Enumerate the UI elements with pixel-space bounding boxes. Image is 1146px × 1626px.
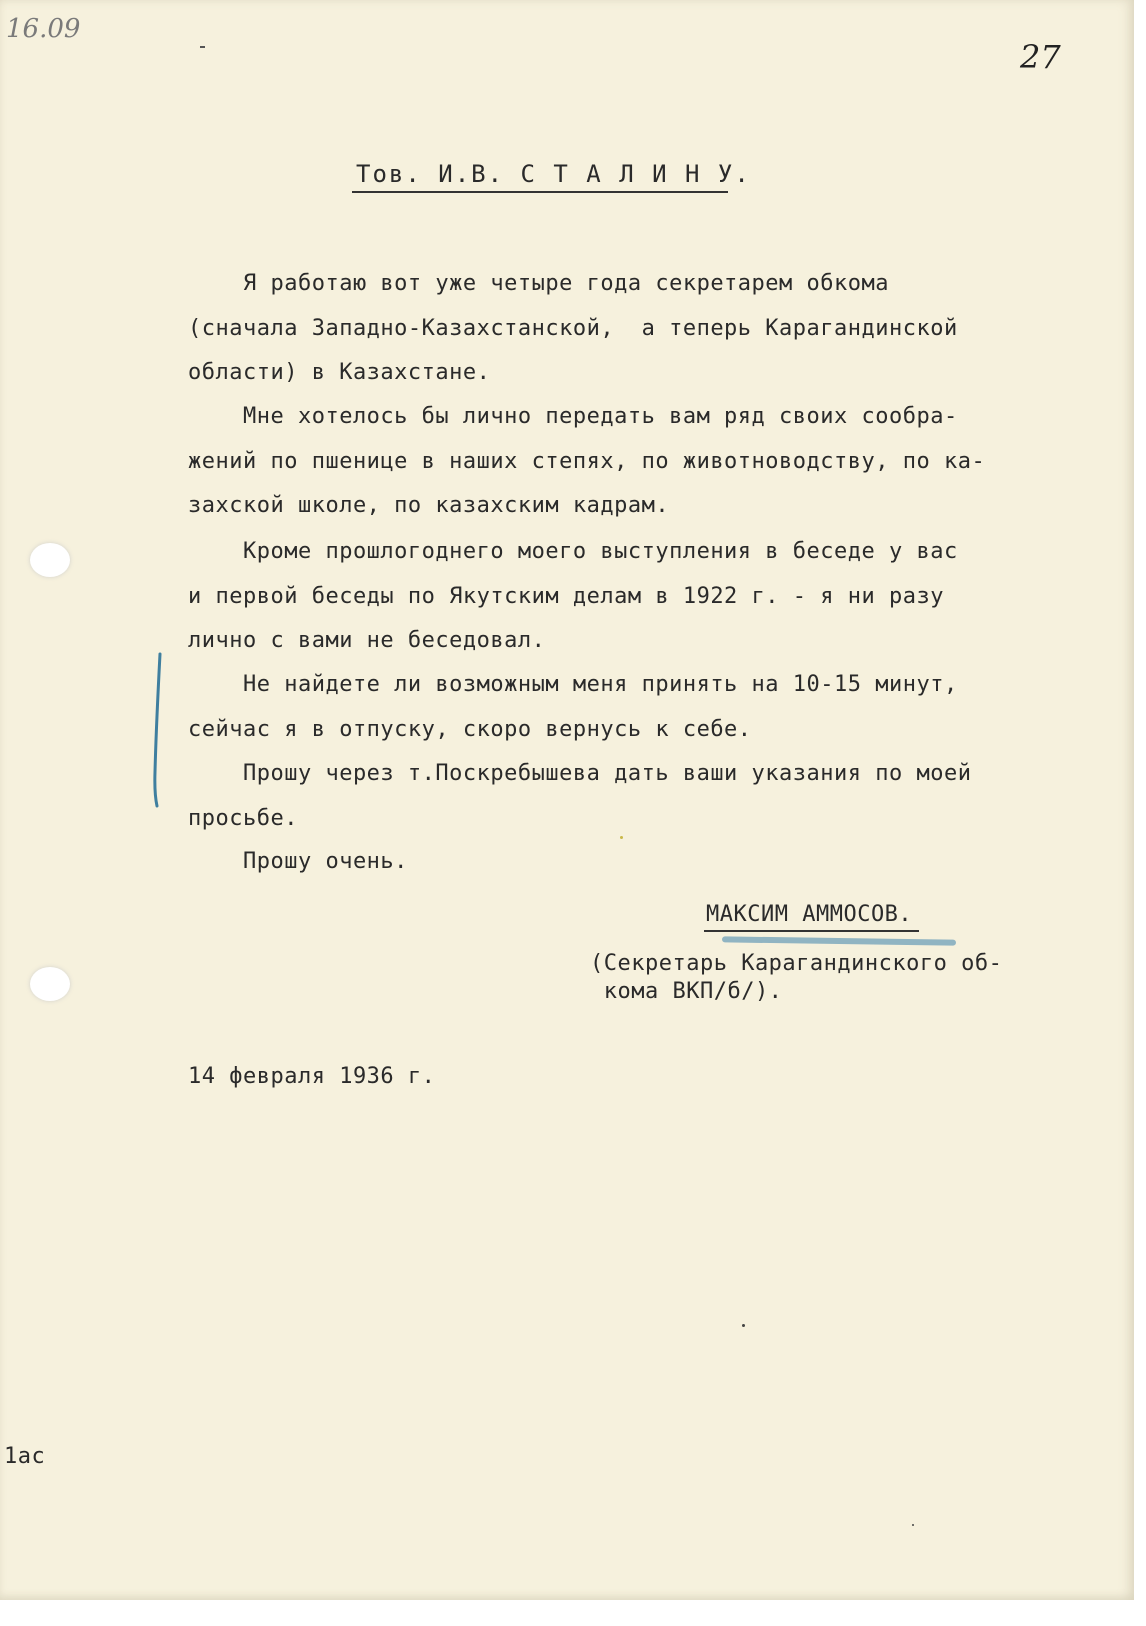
- folio-number: 27: [1020, 38, 1061, 76]
- blue-pencil-margin-mark: [152, 652, 162, 808]
- blue-pencil-underline: [722, 936, 956, 945]
- signature-title: (Секретарь Карагандинского об- кома ВКП/б/).: [590, 951, 1003, 1004]
- typist-code: 1ас: [4, 1444, 46, 1469]
- letter-title: Тов. И.В. С Т А Л И Н У.: [356, 160, 751, 188]
- ink-speck: [742, 1324, 745, 1327]
- paragraph: Прошу очень.: [188, 849, 408, 874]
- title-underline: [352, 191, 728, 193]
- paragraph: Прошу через т.Поскребышева дать ваши указания по моей просьбе.: [188, 761, 972, 831]
- ink-speck: [912, 1524, 914, 1526]
- punch-hole: [30, 967, 70, 1001]
- ink-speck: [620, 836, 623, 839]
- letter-date: 14 февраля 1936 г.: [188, 1064, 436, 1089]
- pencil-tick: [200, 46, 205, 48]
- punch-hole: [30, 543, 70, 577]
- paragraph: Мне хотелось бы лично передать вам ряд своих сообра- жений по пшенице в наших степях, по животноводству, по ка- захской школе, по казахским кадрам.: [188, 404, 986, 518]
- signature-underline: [704, 930, 919, 932]
- signature-name: МАКСИМ АММОСОВ.: [706, 902, 913, 927]
- paragraph: Не найдете ли возможным меня принять на 10-15 минут, сейчас я в отпуску, скоро вернусь к себе.: [188, 672, 958, 742]
- paragraph: Я работаю вот уже четыре года секретарем обкома (сначала Западно-Казахстанской, а теперь Карагандинской области) в Казахстане.: [188, 271, 958, 385]
- archive-note: 16.09: [6, 14, 81, 44]
- paragraph: Кроме прошлогоднего моего выступления в беседе у вас и первой беседы по Якутским делам в 1922 г. - я ни разу лично с вами не беседовал.: [188, 539, 958, 653]
